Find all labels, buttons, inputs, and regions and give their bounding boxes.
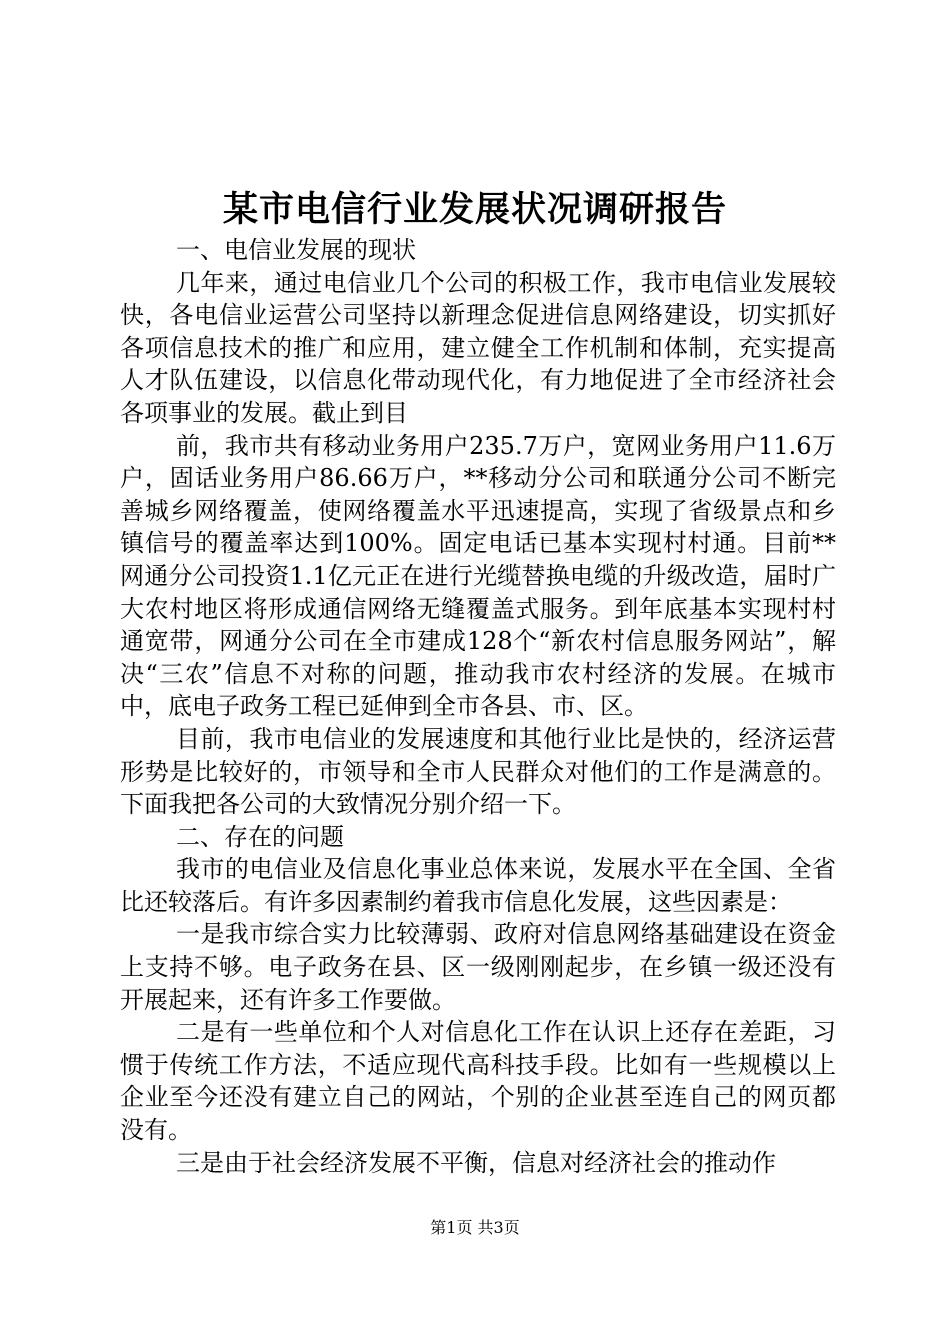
page-title: 某市电信行业发展状况调研报告: [222, 189, 727, 230]
paragraph-7: 三是由于社会经济发展不平衡，信息对经济社会的推动作: [176, 1148, 776, 1177]
paragraph-3: 目前，我市电信业的发展速度和其他行业比是快的，经济运营形势是比较好的，市领导和全市人民群众对他们的工作是满意的。下面我把各公司的大致情况分别介绍一下。: [120, 724, 836, 819]
paragraph-1: 几年来，通过电信业几个公司的积极工作，我市电信业发展较快，各电信业运营公司坚持以新理念促进信息网络建设，切实抓好各项信息技术的推广和应用，建立健全工作机制和体制，充实提高人才队伍建设，以信息化带动现代化，有力地促进了全市经济社会各项事业的发展。截止到目: [120, 268, 836, 427]
paragraph-2: 前，我市共有移动业务用户235.7万户，宽网业务用户11.6万户，固话业务用户86.66万户，**移动分公司和联通分公司不断完善城乡网络覆盖，使网络覆盖水平迅速提高，实现了省级景点和乡镇信号的覆盖率达到100%。固定电话已基本实现村村通。目前**网通分公司投资1.1亿元正在进行光缆替换电缆的升级改造，届时广大农村地区将形成通信网络无缝覆盖式服务。到年底基本实现村村通宽带，网通分公司在全市建成128个“新农村信息服务网站”，解决“三农”信息不对称的问题，推动我市农村经济的发展。在城市中，底电子政务工程已延伸到全市各县、市、区。: [120, 431, 836, 721]
document-body: [120, 234, 836, 1179]
paragraph-4: 我市的电信业及信息化事业总体来说，发展水平在全国、全省比还较落后。有许多因素制约着我市信息化发展，这些因素是：: [120, 855, 836, 916]
paragraph-5: 一是我市综合实力比较薄弱、政府对信息网络基础建设在资金上支持不够。电子政务在县、区一级刚刚起步，在乡镇一级还没有开展起来，还有许多工作要做。: [120, 920, 836, 1014]
section-heading-1: 一、电信业发展的现状: [176, 236, 416, 264]
paragraph-6: 二是有一些单位和个人对信息化工作在认识上还存在差距，习惯于传统工作方法，不适应现代高科技手段。比如有一些规模以上企业至今还没有建立自己的网站，个别的企业甚至连自己的网页都没有。: [120, 1018, 836, 1145]
section-heading-2: 二、存在的问题: [176, 822, 344, 851]
page-footer: 第1页 共3页: [430, 1218, 520, 1237]
